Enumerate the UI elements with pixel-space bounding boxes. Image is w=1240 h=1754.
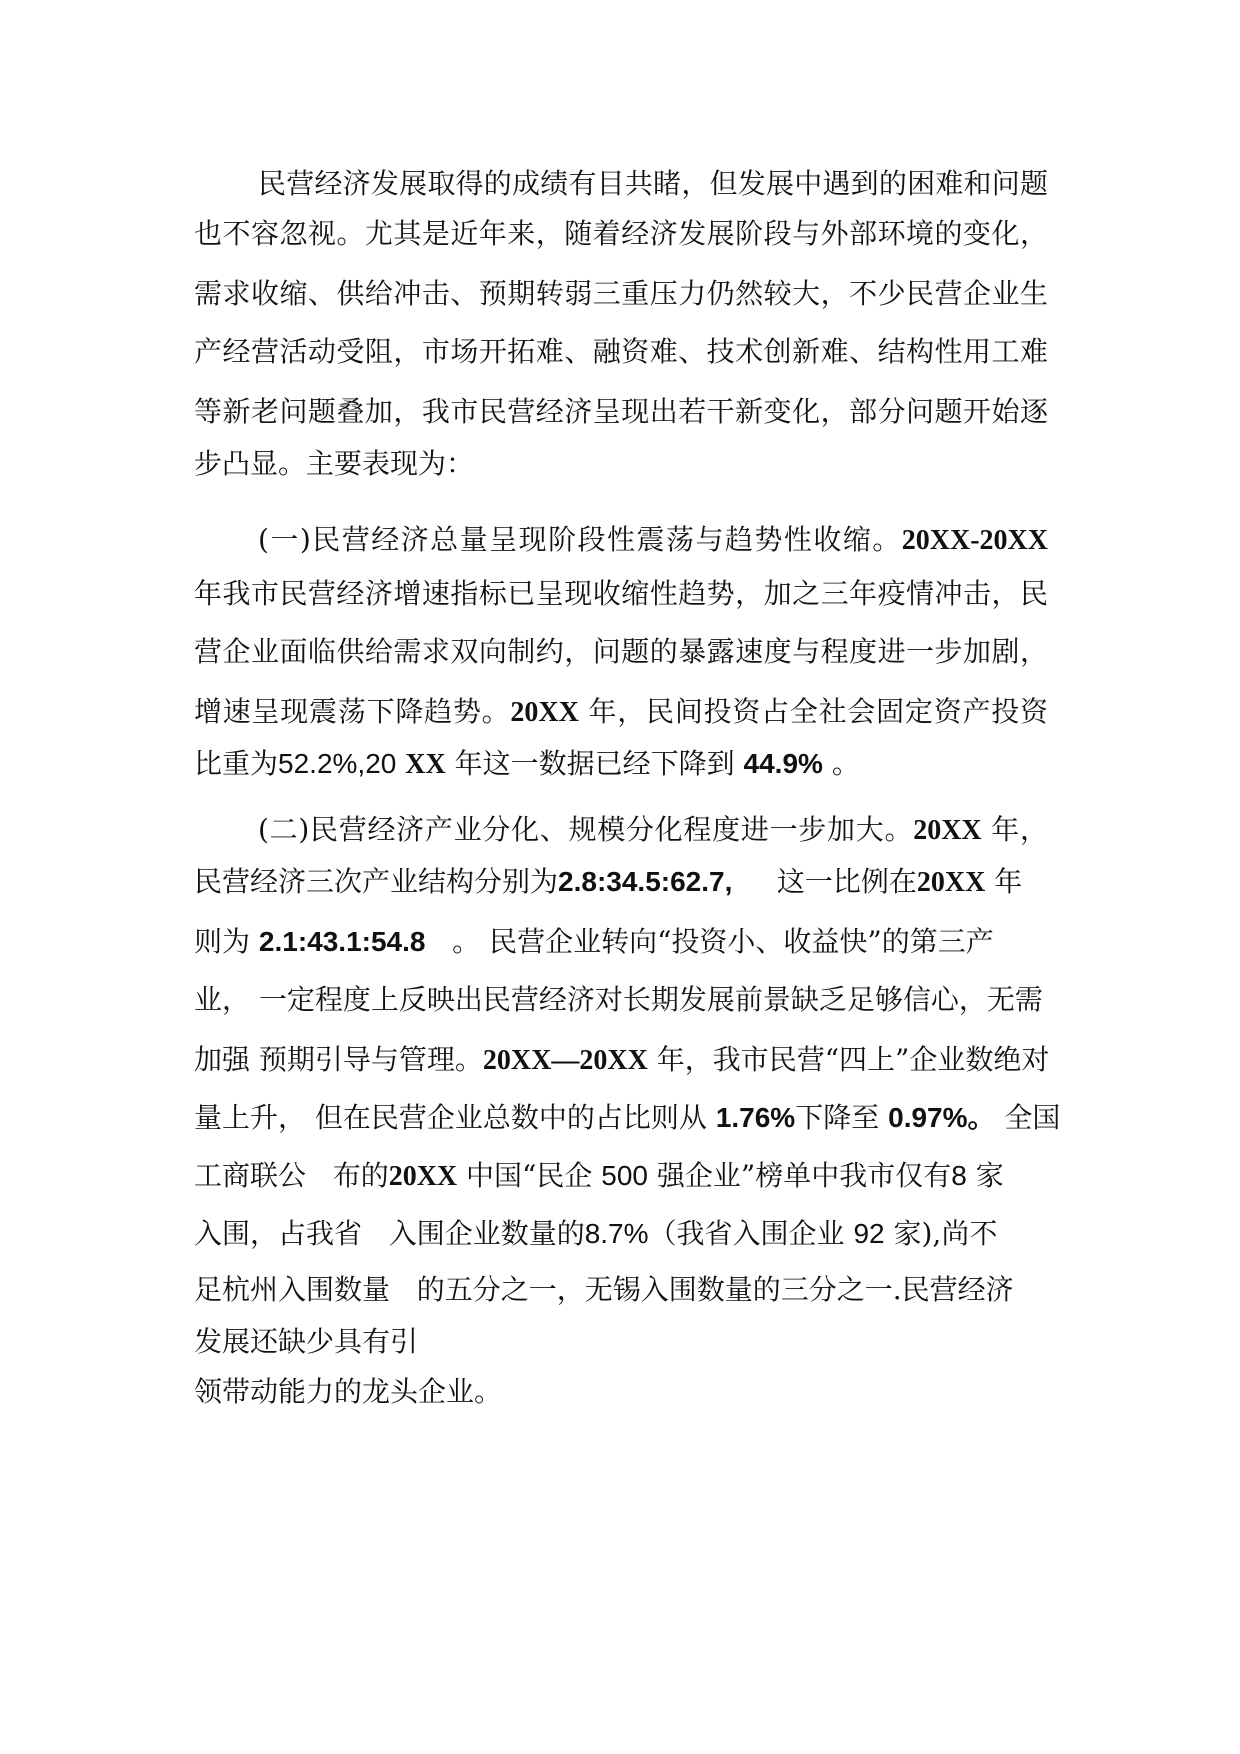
paragraph-2-line-3: 营企业面临供给需求双向制约，问题的暴露速度与程度进一步加剧， — [194, 635, 1048, 668]
text-segment: 中国“民企 — [457, 1159, 602, 1192]
number-value: 92 — [853, 1218, 885, 1249]
ratio-value: 2.1:43.1:54.8 — [258, 926, 426, 957]
paragraph-2-line-4 — [194, 692, 1048, 732]
paragraph-3-line-4: 业， 一定程度上反映出民营经济对长期发展前景缺乏足够信心，无需 — [194, 983, 1043, 1016]
number-value: 500 — [601, 1160, 648, 1191]
text-segment: 工商联公 布的 — [194, 1159, 389, 1192]
paragraph-3-line-7 — [194, 1156, 1048, 1196]
percent-value: 8.7% — [584, 1218, 649, 1249]
ratio-value: 2.8:34.5:62.7, — [558, 866, 733, 897]
year-range: 20XX—20XX — [482, 1045, 648, 1076]
text-segment: 年这一数据已经下降到 — [445, 747, 744, 780]
paragraph-1-line-1: 民营经济发展取得的成绩有目共睹，但发展中遇到的困难和问题 — [258, 167, 1048, 200]
text-segment: 比重为 — [194, 747, 279, 780]
year: 20XX — [916, 867, 986, 898]
paragraph-3-line-8 — [194, 1214, 1048, 1254]
year-range: 20XX-20XX — [901, 525, 1048, 556]
text-segment: 年，我市民营“四上”企业数绝对 — [647, 1043, 1050, 1076]
paragraph-1-line-4: 产经营活动受阻，市场开拓难、融资难、技术创新难、结构性用工难 — [194, 335, 1048, 368]
text-segment: 下降至 — [795, 1101, 889, 1134]
section-heading-1: (一)民营经济总量呈现阶段性震荡与趋势性收缩。 — [258, 523, 902, 556]
text-segment: 加强 预期引导与管理。 — [194, 1043, 483, 1076]
paragraph-3-line-11: 领带动能力的龙头企业。 — [194, 1375, 503, 1408]
text-segment: 全国 — [995, 1101, 1061, 1134]
text-segment: 。 民营企业转向“投资小、收益快”的第三产 — [425, 925, 994, 958]
paragraph-3-line-5 — [194, 1040, 1048, 1080]
paragraph-3-line-9: 足杭州入围数量 的五分之一，无锡入围数量的三分之一.民营经济 — [194, 1273, 1014, 1306]
year: XX — [405, 749, 446, 780]
paragraph-3-line-6 — [194, 1098, 1061, 1138]
year: 20XX — [913, 815, 982, 846]
percent-value: 1.76% — [715, 1102, 796, 1133]
paragraph-1-line-6: 步凸显。主要表现为： — [194, 447, 475, 480]
text-segment: 年， — [981, 813, 1048, 846]
year: 20XX — [510, 697, 579, 728]
paragraph-1-line-3: 需求收缩、供给冲击、预期转弱三重压力仍然较大，不少民营企业生 — [194, 277, 1048, 310]
number-value: 8 — [951, 1160, 967, 1191]
paragraph-3-line-10: 发展还缺少具有引 — [194, 1325, 419, 1358]
percent-value: 0.97%。 — [888, 1102, 996, 1133]
text-segment: 强企业”榜单中我市仅有 — [648, 1159, 952, 1192]
text-segment: 量上升， 但在民营企业总数中的占比则从 — [194, 1101, 716, 1134]
section-heading-2: (二)民营经济产业分化、规模分化程度进一步加大。 — [258, 813, 914, 846]
text-segment: 。 — [822, 747, 860, 780]
text-segment: 民营经济三次产业结构分别为 — [194, 865, 559, 898]
paragraph-2-line-1 — [258, 520, 1048, 560]
text-segment: 年 — [985, 865, 1023, 898]
paragraph-1-line-5: 等新老问题叠加，我市民营经济呈现出若干新变化，部分问题开始逐 — [194, 395, 1048, 428]
paragraph-1-line-2: 也不容忽视。尤其是近年来，随着经济发展阶段与外部环境的变化， — [194, 217, 1048, 250]
text-segment: 家 — [966, 1159, 1004, 1192]
text-segment: 入围，占我省 入围企业数量的 — [194, 1217, 585, 1250]
text-segment: 这一比例在 — [732, 865, 917, 898]
text-segment: 则为 — [194, 925, 259, 958]
paragraph-3-line-3 — [194, 922, 1014, 962]
text-segment: （我省入围企业 — [648, 1217, 854, 1250]
percent-value: 44.9% — [743, 748, 823, 779]
year: 20XX — [388, 1161, 458, 1192]
text-segment: 增速呈现震荡下降趋势。 — [194, 695, 511, 728]
text-segment: 家),尚不 — [884, 1217, 998, 1250]
text-segment: 年，民间投资占全社会固定资产投资 — [578, 695, 1048, 728]
percent-value: 52.2%,20 — [278, 748, 397, 779]
paragraph-2-line-2: 年我市民营经济增速指标已呈现收缩性趋势，加之三年疫情冲击，民 — [194, 577, 1048, 610]
paragraph-2-line-5 — [194, 744, 1048, 784]
paragraph-3-line-2 — [194, 862, 1054, 902]
paragraph-3-line-1 — [258, 810, 1048, 850]
